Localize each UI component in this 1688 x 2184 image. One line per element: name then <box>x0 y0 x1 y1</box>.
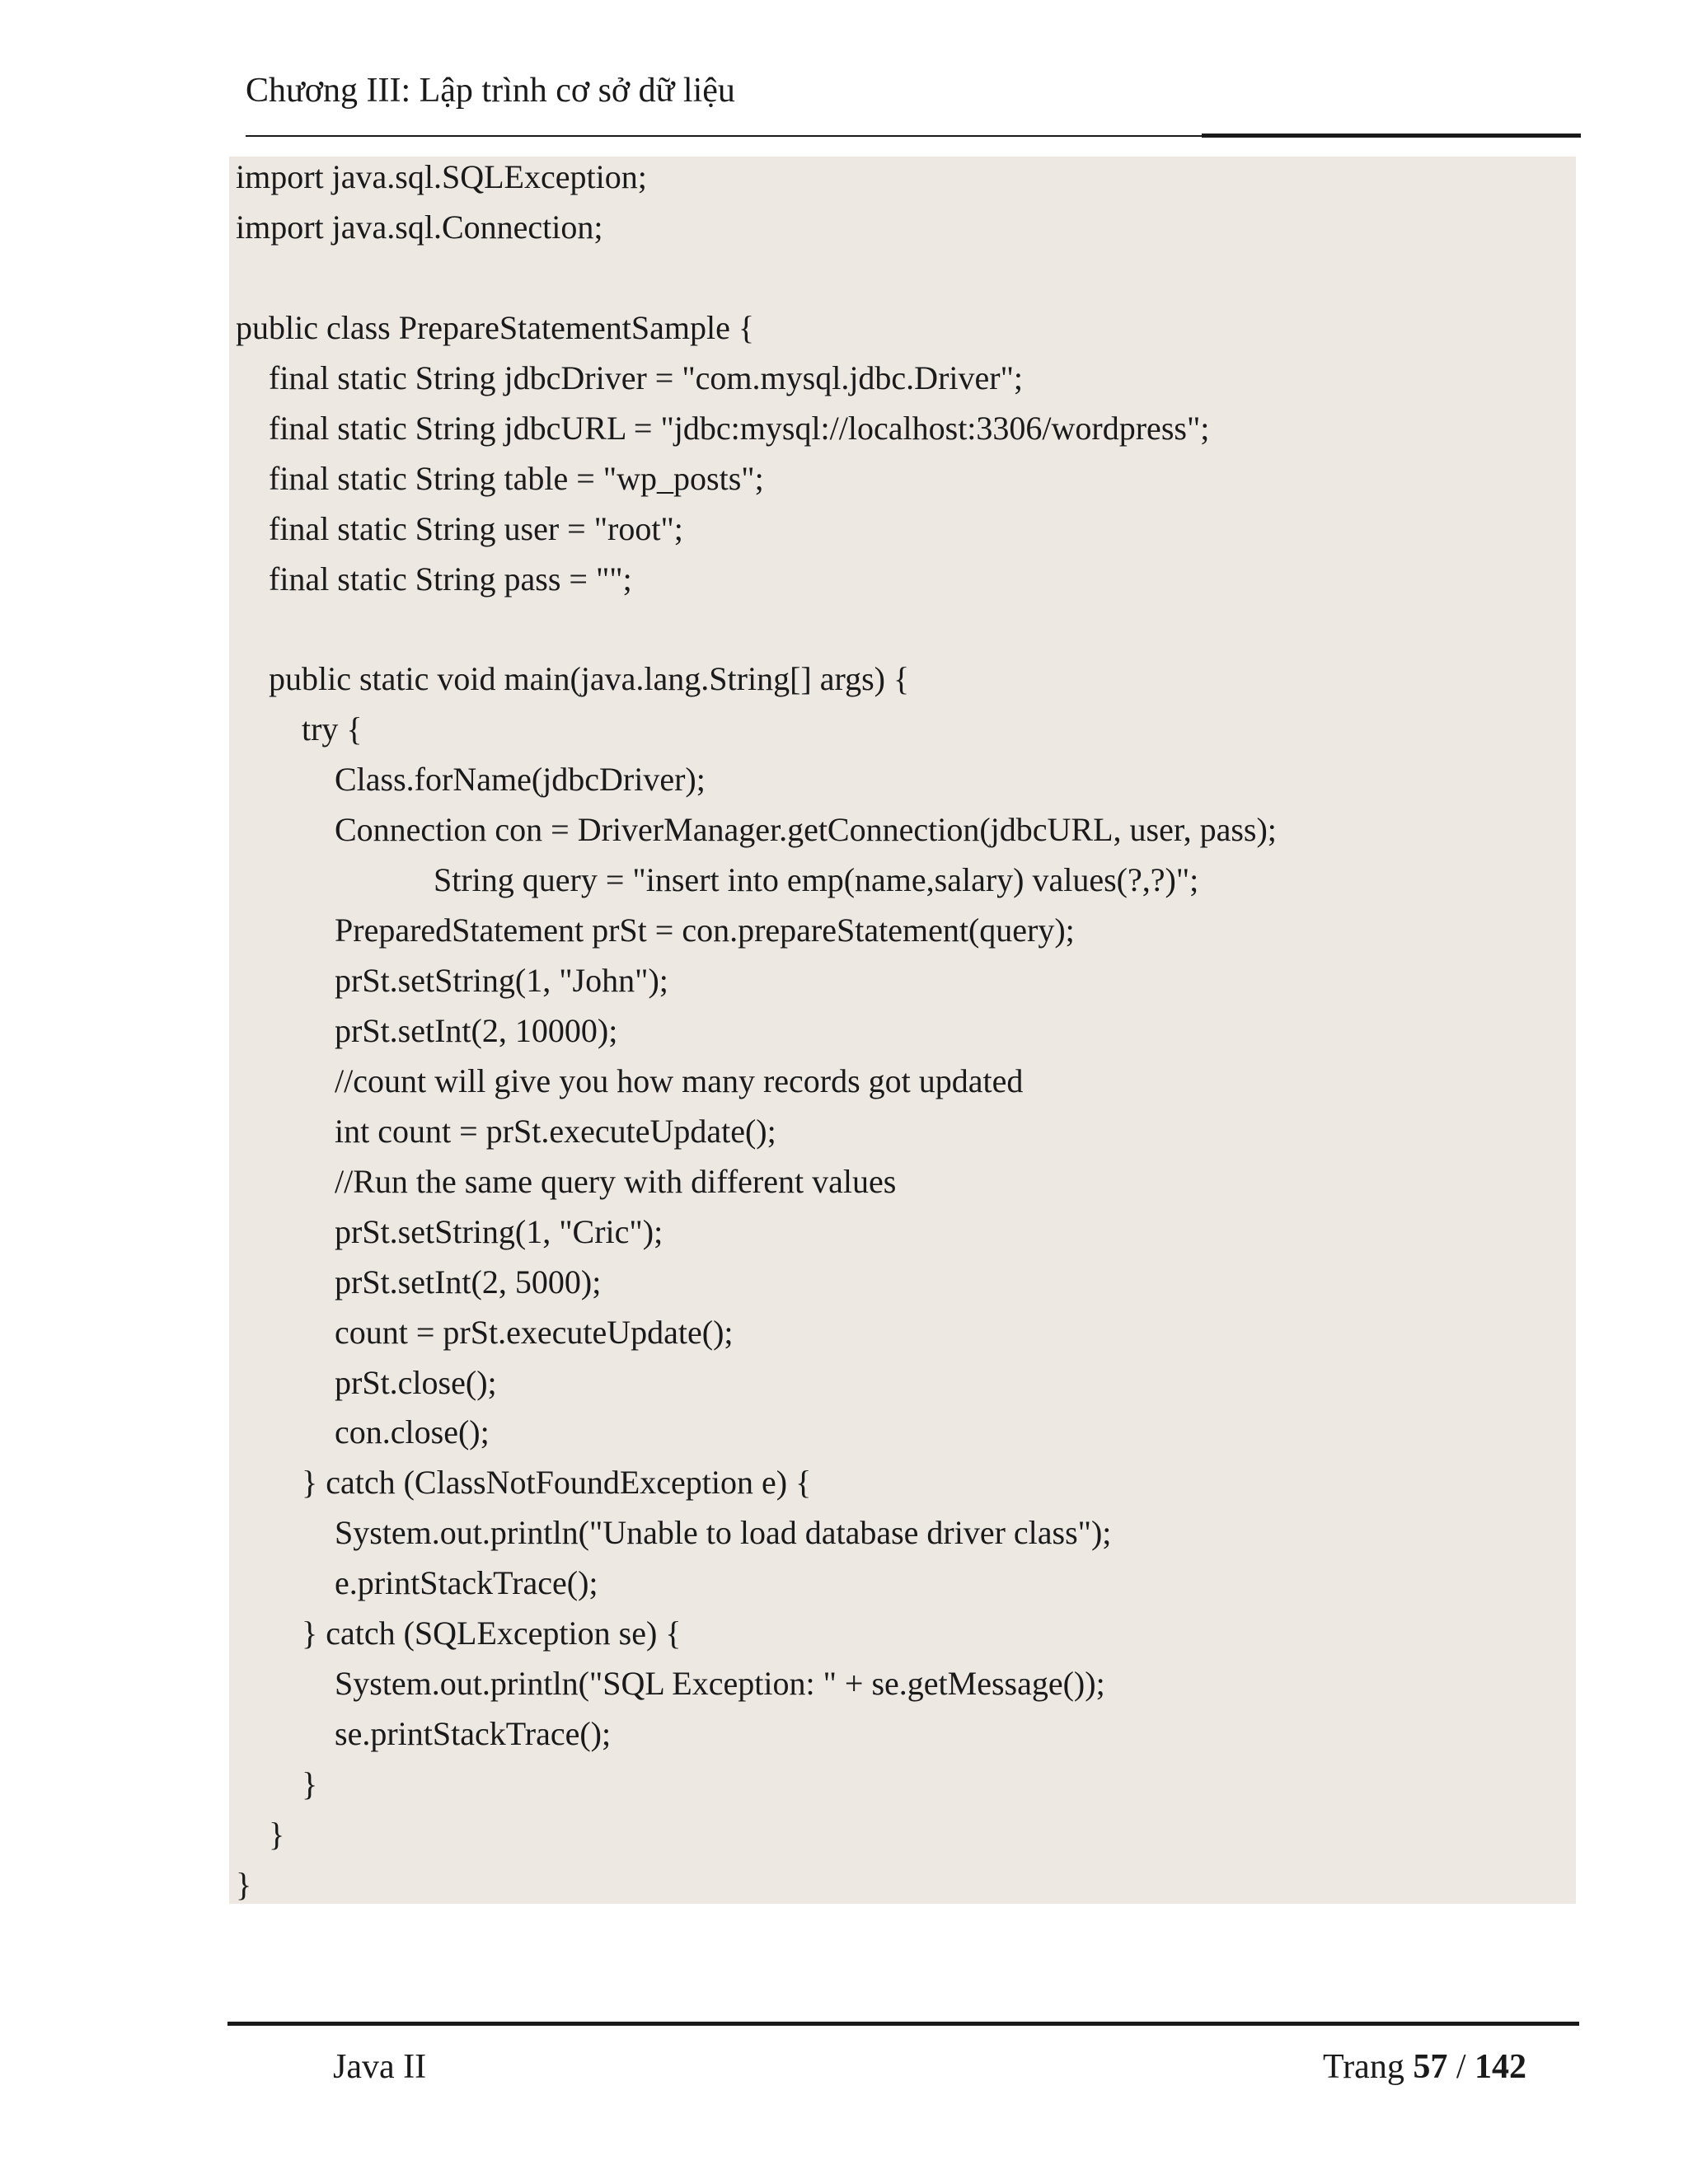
code-line: final static String user = "root"; <box>236 509 683 547</box>
code-line: prSt.setInt(2, 5000); <box>236 1263 602 1301</box>
code-line: } <box>236 1865 252 1903</box>
code-line: prSt.setString(1, "John"); <box>236 962 668 999</box>
code-line: } <box>236 1765 318 1802</box>
code-line: int count = prSt.executeUpdate(); <box>236 1112 776 1150</box>
code-line: prSt.setString(1, "Cric"); <box>236 1212 663 1250</box>
code-line: try { <box>236 710 363 748</box>
code-line: count = prSt.executeUpdate(); <box>236 1313 734 1351</box>
code-line: //count will give you how many records got updated <box>236 1062 1024 1099</box>
page-label: Trang <box>1323 2048 1404 2086</box>
code-line: prSt.setInt(2, 10000); <box>236 1011 618 1049</box>
code-line: final static String jdbcDriver = "com.mysql.jdbc.Driver"; <box>236 359 1024 396</box>
code-line: import java.sql.Connection; <box>236 208 603 246</box>
code-line: System.out.println("SQL Exception: " + se.getMessage()); <box>236 1665 1105 1703</box>
code-line: } catch (SQLException se) { <box>236 1615 682 1652</box>
code-line: final static String pass = ""; <box>236 560 632 598</box>
page-separator: / <box>1456 2048 1466 2086</box>
code-line: e.printStackTrace(); <box>236 1564 598 1602</box>
page-current: 57 <box>1413 2048 1448 2086</box>
code-line <box>236 253 1277 303</box>
page-total: 142 <box>1475 2048 1526 2086</box>
code-line: String query = "insert into emp(name,salary) values(?,?)"; <box>236 861 1199 899</box>
code-line: System.out.println("Unable to load database driver class"); <box>236 1514 1112 1552</box>
header-divider-accent <box>1202 134 1581 138</box>
code-line: Class.forName(jdbcDriver); <box>236 761 706 799</box>
code-line: con.close(); <box>236 1413 490 1451</box>
code-block <box>236 152 1277 1910</box>
code-line: PreparedStatement prSt = con.prepareStatement(query); <box>236 912 1075 949</box>
code-line: final static String table = "wp_posts"; <box>236 459 764 497</box>
code-line: //Run the same query with different values <box>236 1162 897 1200</box>
code-line: final static String jdbcURL = "jdbc:mysql://localhost:3306/wordpress"; <box>236 409 1210 447</box>
code-line: } <box>236 1815 285 1853</box>
header-divider <box>246 135 1202 137</box>
code-line: } catch (ClassNotFoundException e) { <box>236 1464 812 1502</box>
code-line: public class PrepareStatementSample { <box>236 308 755 346</box>
chapter-title: Chương III: Lập trình cơ sở dữ liệu <box>246 72 735 110</box>
page-number <box>1323 2042 1526 2092</box>
code-line: prSt.close(); <box>236 1363 497 1401</box>
code-line <box>236 604 1277 654</box>
footer-divider <box>227 2022 1579 2026</box>
code-line: public static void main(java.lang.String[] args) { <box>236 660 910 698</box>
code-line: se.printStackTrace(); <box>236 1715 612 1753</box>
code-line: import java.sql.SQLException; <box>236 158 647 195</box>
footer-course-name: Java II <box>333 2048 427 2086</box>
code-line: Connection con = DriverManager.getConnection(jdbcURL, user, pass); <box>236 811 1277 849</box>
